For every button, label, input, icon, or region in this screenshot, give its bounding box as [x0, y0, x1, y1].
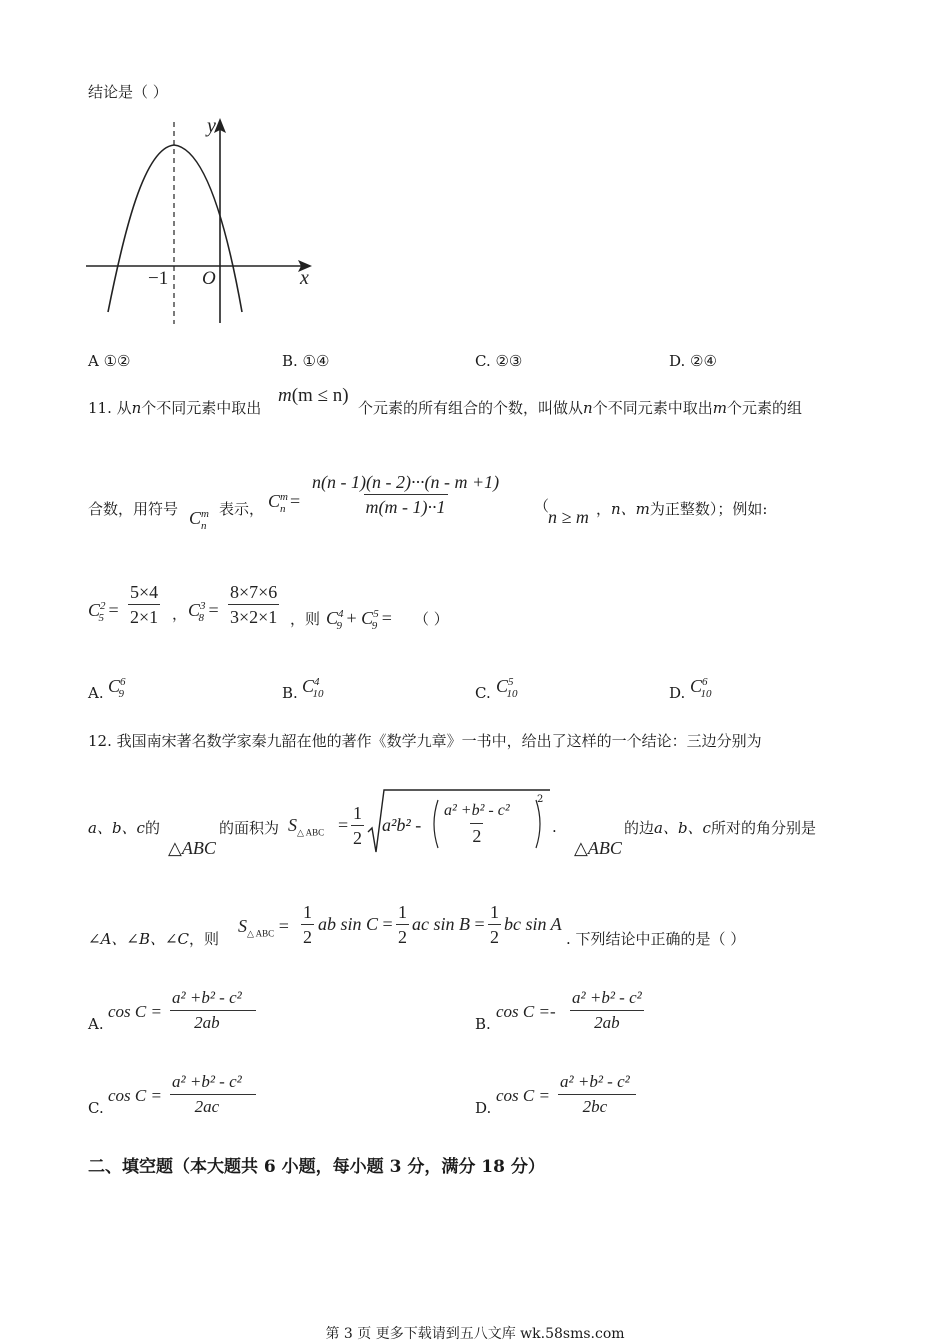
q12-f1: ab sin C =	[318, 914, 393, 934]
q12-option-a-lhs: cos C =	[108, 1002, 162, 1021]
page-footer: 第 3 页 更多下载请到五八文库 wk.58sms.com	[325, 1326, 625, 1342]
q12-sides: 的边a、b、c所对的角分别是	[624, 819, 816, 837]
q12-f3: bc sin A	[504, 914, 562, 934]
q11-cond: n ≥ m	[548, 507, 589, 527]
q12-option-c-fraction: $\frac{\text{a² +b² - c²}}{2ac}$	[170, 1072, 256, 1117]
q11-ex1-lhs: $C^2_5$ =	[88, 600, 119, 624]
q12-area-text: 的面积为	[219, 819, 280, 837]
q11-option-c-label: C.	[475, 684, 491, 702]
tick-label-neg1: −1	[148, 268, 169, 289]
q10-stem-tail: 结论是（ ）	[88, 83, 168, 101]
q12-line1: 12. 我国南宋著名数学家秦九韶在他的著作《数学九章》一书中，给出了这样的一个结论：三边分别为	[88, 732, 762, 750]
q11-option-d-math: $C^6_{10}$	[690, 676, 712, 700]
q11-def-lhs: $C^m_n$ =	[268, 491, 301, 515]
q12-triangle-2: △ABC	[574, 838, 622, 858]
q11-option-b-math: $C^4_{10}$	[302, 676, 324, 700]
q11-def-fraction: $\frac{n(n - 1)(n - 2)\cdot\cdot\cdot(n - m +1)}{m(m - 1)\cdot\cdot 1}$	[312, 472, 500, 517]
q11-line2-c: ，n、m为正整数）；例如:	[596, 500, 768, 518]
q12-half-3: $\frac{1}{2}$	[490, 902, 499, 947]
y-axis-label: y	[207, 115, 216, 137]
q10-option-d: D. ②④	[669, 352, 717, 370]
q11-option-b-label: B.	[282, 684, 298, 702]
q11-line2: 合数，用符号	[88, 500, 179, 518]
q11-ex1-fraction: $\frac{5\times 4}{2\times 1}$	[130, 582, 159, 627]
q12-square: 2	[537, 794, 544, 805]
q11-line1: 11. 从n个不同元素中取出	[88, 399, 262, 417]
parabola-graph	[82, 112, 322, 327]
q12-eq: =	[338, 815, 349, 835]
q12-option-a-label: A.	[88, 1015, 104, 1033]
q11-ex-comma: ，	[172, 605, 188, 623]
q11-ex-sum: $C^4_9 + C^5_9$ =	[326, 608, 392, 632]
q12-abc: a、b、c的	[88, 819, 160, 837]
section2-title: 二、填空题（本大题共 6 小题，每小题 3 分，满分 18 分）	[88, 1157, 545, 1177]
q12-half: $\frac{1}{2}$	[353, 803, 362, 848]
q10-option-a: A ①②	[88, 352, 131, 370]
q11-ex-blank: （ ）	[414, 610, 449, 628]
q11-option-a-math: $C^6_9$	[108, 676, 126, 700]
q11-ex2-lhs: $C^3_8$ =	[188, 600, 219, 624]
q11-ex2-fraction: $\frac{8\times 7\times 6}{3\times 2\times 1}$	[230, 582, 278, 627]
q12-option-b-label: B.	[475, 1015, 491, 1033]
q11-cond-open: （	[534, 497, 550, 515]
q12-half-1: $\frac{1}{2}$	[303, 902, 312, 947]
q12-option-b-lhs: cos C =-	[496, 1002, 556, 1021]
q11-option-d-label: D.	[669, 684, 686, 702]
q12-triangle-1: △ABC	[168, 838, 216, 858]
q12-option-a-fraction: $\frac{\text{a² +b² - c²}}{2ab}$	[170, 988, 256, 1033]
origin-label: O	[202, 268, 216, 289]
q12-area-S: $S_{\triangle ABC}$	[288, 815, 325, 838]
x-axis-label: x	[300, 267, 309, 289]
q11-option-c-math: $C^5_{10}$	[496, 676, 518, 700]
q12-option-c-lhs: cos C =	[108, 1086, 162, 1105]
q11-line2-b: 表示，	[219, 500, 265, 518]
q12-option-b-fraction: $\frac{\text{a² +b² - c²}}{2ab}$	[572, 988, 642, 1032]
q12-formula-S: $S_{\triangle ABC}$ =	[238, 916, 289, 939]
q12-f2: ac sin B =	[412, 914, 485, 934]
q11-symbol: $C^m_n$	[189, 508, 209, 532]
q12-inner-fraction: $\frac{\text{a² +b² - c²}}{2}$	[444, 802, 510, 846]
q12-conclusion: . 下列结论中正确的是（ ）	[566, 930, 746, 948]
q12-option-d-lhs: cos C =	[496, 1086, 550, 1105]
q11-option-a-label: A.	[88, 684, 104, 702]
q12-option-c-label: C.	[88, 1099, 104, 1117]
q11-condition: m(m ≤ n)	[278, 385, 349, 406]
q10-option-b: B. ①④	[282, 352, 330, 370]
q12-half-2: $\frac{1}{2}$	[398, 902, 407, 947]
q12-radicand: a²b² -	[382, 815, 422, 835]
q12-dot: .	[552, 818, 557, 836]
q11-ex-then: ，则	[290, 610, 321, 628]
q12-angles: ∠A、∠B、∠C，则	[88, 930, 220, 948]
q12-option-d-fraction: $\frac{\text{a² +b² - c²}}{2bc}$	[558, 1072, 636, 1117]
q12-option-d-label: D.	[475, 1099, 492, 1117]
q11-line1-rest: 个元素的所有组合的个数，叫做从n个不同元素中取出m个元素的组	[358, 399, 802, 417]
q10-option-c: C. ②③	[475, 352, 523, 370]
